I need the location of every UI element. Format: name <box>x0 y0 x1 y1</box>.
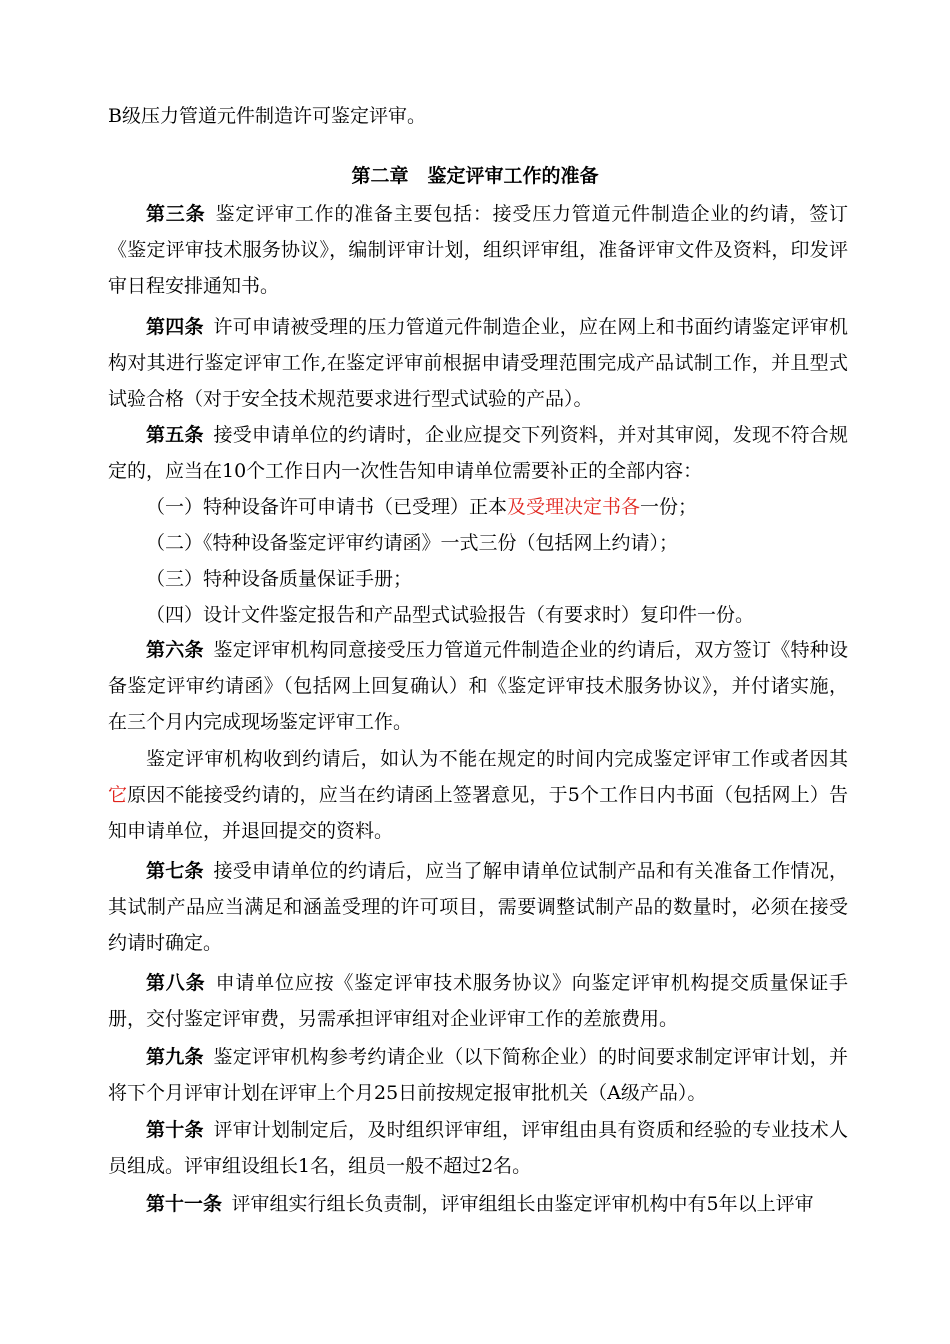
article-text: 鉴定评审机构参考约请企业（以下简称企业）的时间要求制定评审计划，并将下个月评审计划在评审上个月25日前按规定报审批机关（A级产品）。 <box>108 1046 848 1104</box>
article-text: 接受申请单位的约请后，应当了解申请单位试制产品和有关准备工作情况，其试制产品应当满足和涵盖受理的许可项目，需要调整试制产品的数量时，必须在接受约请时确定。 <box>108 860 848 954</box>
article-5 <box>108 417 848 489</box>
article-4 <box>108 309 848 417</box>
article-label: 第四条 <box>146 316 204 338</box>
article-7 <box>108 853 848 961</box>
article-9 <box>108 1039 848 1111</box>
article-3 <box>108 196 848 304</box>
article-11 <box>108 1186 848 1222</box>
article-text: 评审组实行组长负责制，评审组组长由鉴定评审机构中有5年以上评审 <box>231 1193 814 1215</box>
article-text: 许可申请被受理的压力管道元件制造企业，应在网上和书面约请鉴定评审机构对其进行鉴定评审工作,在鉴定评审前根据申请受理范围完成产品试制工作，并且型式试验合格（对于安全技术规范要求进行型式试验的产品）。 <box>108 316 848 410</box>
article-text: 评审计划制定后，及时组织评审组，评审组由具有资质和经验的专业技术人员组成。评审组设组长1名，组员一般不超过2名。 <box>108 1119 848 1177</box>
article-label: 第五条 <box>146 424 204 446</box>
article-label: 第三条 <box>146 203 206 225</box>
list-item-1: （一）特种设备许可申请书（已受理）正本及受理决定书各一份； <box>146 496 698 518</box>
article-8 <box>108 965 848 1037</box>
article-text: 鉴定评审工作的准备主要包括：接受压力管道元件制造企业的约请，签订《鉴定评审技术服务协议》，编制评审计划，组织评审组，准备评审文件及资料，印发评审日程安排通知书。 <box>108 203 848 297</box>
article-10 <box>108 1112 848 1184</box>
list-item-4: （四）设计文件鉴定报告和产品型式试验报告（有要求时）复印件一份。 <box>146 604 755 626</box>
article-label: 第八条 <box>146 972 206 994</box>
article-label: 第十一条 <box>146 1193 223 1215</box>
intro-line: B级压力管道元件制造许可鉴定评审。 <box>108 105 426 127</box>
article-label: 第十条 <box>146 1119 204 1141</box>
list-item-3: （三）特种设备质量保证手册； <box>146 568 413 590</box>
article-6-paragraph-2: 鉴定评审机构收到约请后，如认为不能在规定的时间内完成鉴定评审工作或者因其它原因不能接受约请的，应当在约请函上签署意见，于5个工作日内书面（包括网上）告知申请单位，并退回提交的资料。 <box>108 748 848 842</box>
revision-highlight: 及受理决定书各 <box>507 496 641 518</box>
article-label: 第七条 <box>146 860 204 882</box>
list-item-2: （二）《特种设备鉴定评审约请函》一式三份（包括网上约请）； <box>146 532 679 554</box>
article-label: 第六条 <box>146 639 204 661</box>
article-text: 鉴定评审机构同意接受压力管道元件制造企业的约请后，双方签订《特种设备鉴定评审约请函》（包括网上回复确认）和《鉴定评审技术服务协议》，并付诸实施，在三个月内完成现场鉴定评审工作。 <box>108 639 848 733</box>
article-text: 申请单位应按《鉴定评审技术服务协议》向鉴定评审机构提交质量保证手册，交付鉴定评审费，另需承担评审组对企业评审工作的差旅费用。 <box>108 972 848 1030</box>
article-6 <box>108 632 848 740</box>
article-label: 第九条 <box>146 1046 204 1068</box>
article-text: 接受申请单位的约请时，企业应提交下列资料，并对其审阅，发现不符合规定的，应当在10个工作日内一次性告知申请单位需要补正的全部内容： <box>108 424 848 482</box>
revision-highlight: 它 <box>108 784 128 806</box>
chapter-title: 第二章 鉴定评审工作的准备 <box>351 165 599 187</box>
